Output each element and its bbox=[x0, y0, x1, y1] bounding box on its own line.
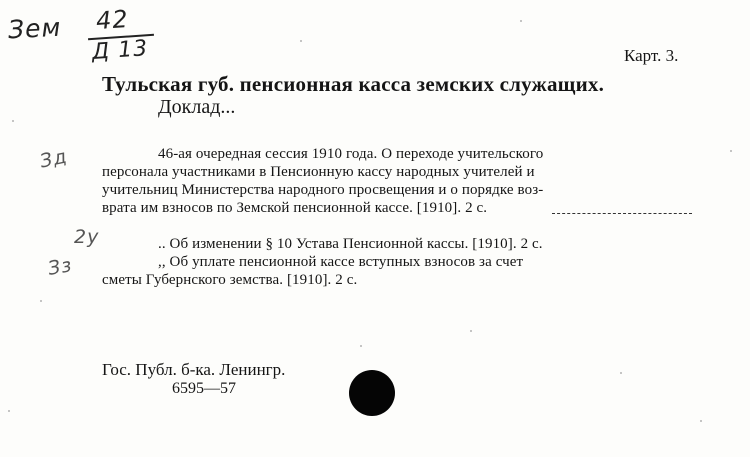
handwritten-abbreviation: Зем bbox=[7, 12, 63, 45]
entry3-line: сметы Губернского земства. [1910]. 2 с. bbox=[102, 272, 358, 288]
handwritten-fraction-top: 42 bbox=[95, 4, 130, 36]
paper-speck bbox=[300, 40, 302, 42]
paper-speck bbox=[470, 330, 472, 332]
card-title: Тульская губ. пенсионная касса земских служащих. bbox=[102, 72, 605, 96]
entry1-line: 46-ая очередная сессия 1910 года. О переходе учительского bbox=[158, 146, 544, 162]
paper-speck bbox=[520, 20, 522, 22]
paper-speck bbox=[700, 420, 702, 422]
punch-hole bbox=[349, 370, 395, 416]
card-subtitle: Доклад... bbox=[158, 96, 236, 118]
entry2-line: .. Об изменении § 10 Устава Пенсионной кассы. [1910]. 2 с. bbox=[158, 236, 543, 252]
margin-mark: Зд bbox=[38, 145, 70, 173]
card-number: Карт. 3. bbox=[624, 46, 679, 65]
entry1-line: учительниц Министерства народного просвещения и о порядке воз- bbox=[102, 182, 544, 198]
entry1-line: врата им взносов по Земской пенсионной кассе. [1910]. 2 с. bbox=[102, 200, 488, 216]
margin-mark: 2у bbox=[74, 226, 100, 248]
dashed-fill-line bbox=[552, 213, 692, 214]
paper-speck bbox=[620, 372, 622, 374]
library-number: 6595—57 bbox=[172, 380, 236, 397]
paper-speck bbox=[360, 345, 362, 347]
margin-mark: Зз bbox=[46, 254, 75, 280]
entry1-line: персонала участниками в Пенсионную кассу народных учителей и bbox=[102, 164, 535, 180]
entry3-line: ,, Об уплате пенсионной кассе вступных взносов за счет bbox=[158, 254, 524, 270]
paper-speck bbox=[8, 410, 10, 412]
handwritten-fraction-bottom: Д 13 bbox=[91, 36, 149, 65]
paper-speck bbox=[730, 150, 732, 152]
paper-speck bbox=[12, 120, 14, 122]
library-name: Гос. Публ. б-ка. Ленингр. bbox=[102, 360, 286, 379]
paper-speck bbox=[40, 300, 42, 302]
